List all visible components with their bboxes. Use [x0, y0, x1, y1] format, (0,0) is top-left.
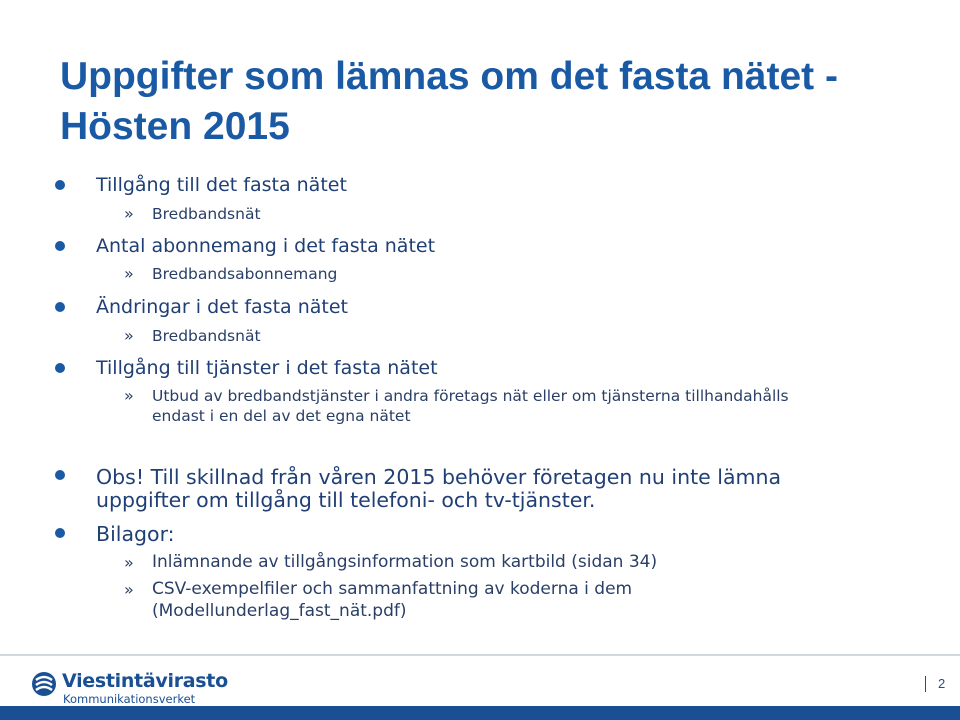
raquo-icon: »: [124, 264, 134, 283]
bullet-item: Tillgång till tjänster i det fasta nätet: [96, 357, 438, 379]
bullet-dot-icon: [55, 302, 65, 312]
bullet-dot-icon: [55, 470, 65, 480]
bullet-item: Antal abonnemang i det fasta nätet: [96, 235, 436, 257]
bullet-dot-icon: [55, 180, 65, 190]
slide-title: Uppgifter som lämnas om det fasta nätet - Hösten 2015: [60, 55, 838, 148]
bullet-item: Ändringar i det fasta nätet: [96, 296, 348, 318]
bullet-item: Tillgång till det fasta nätet: [96, 174, 347, 196]
footer-divider: [0, 654, 960, 656]
footer-bar: [0, 706, 960, 720]
sub-item: CSV-exempelfiler och sammanfattning av koderna i dem (Modellunderlag_fast_nät.pdf): [152, 579, 633, 621]
logo-subtitle: Kommunikationsverket: [63, 692, 196, 706]
viestintavirasto-logo-icon: [30, 668, 58, 700]
bullet-item-note: Obs! Till skillnad från våren 2015 behöver företagen nu inte lämna uppgifter om tillgång till telefoni- och tv-tjänster.: [96, 465, 782, 512]
bullet-item: Bilagor:: [96, 522, 175, 546]
raquo-icon: »: [124, 204, 134, 223]
page-number: 2: [938, 676, 946, 691]
sub-item: Bredbandsnät: [152, 205, 261, 223]
sub-item: Utbud av bredbandstjänster i andra företags nät eller om tjänsterna tillhandahålls endast i en del av det egna nätet: [152, 387, 789, 425]
sub-item: Inlämnande av tillgångsinformation som kartbild (sidan 34): [152, 552, 658, 572]
sub-item: Bredbandsnät: [152, 327, 261, 345]
raquo-icon: »: [124, 553, 134, 572]
raquo-icon: »: [124, 326, 134, 345]
sub-item: Bredbandsabonnemang: [152, 265, 338, 283]
raquo-icon: »: [124, 580, 134, 599]
page-number-separator: [925, 676, 926, 692]
logo-name: Viestintävirasto: [62, 670, 228, 692]
bullet-dot-icon: [55, 363, 65, 373]
bullet-dot-icon: [55, 528, 65, 538]
bullet-dot-icon: [55, 241, 65, 251]
raquo-icon: »: [124, 386, 134, 405]
